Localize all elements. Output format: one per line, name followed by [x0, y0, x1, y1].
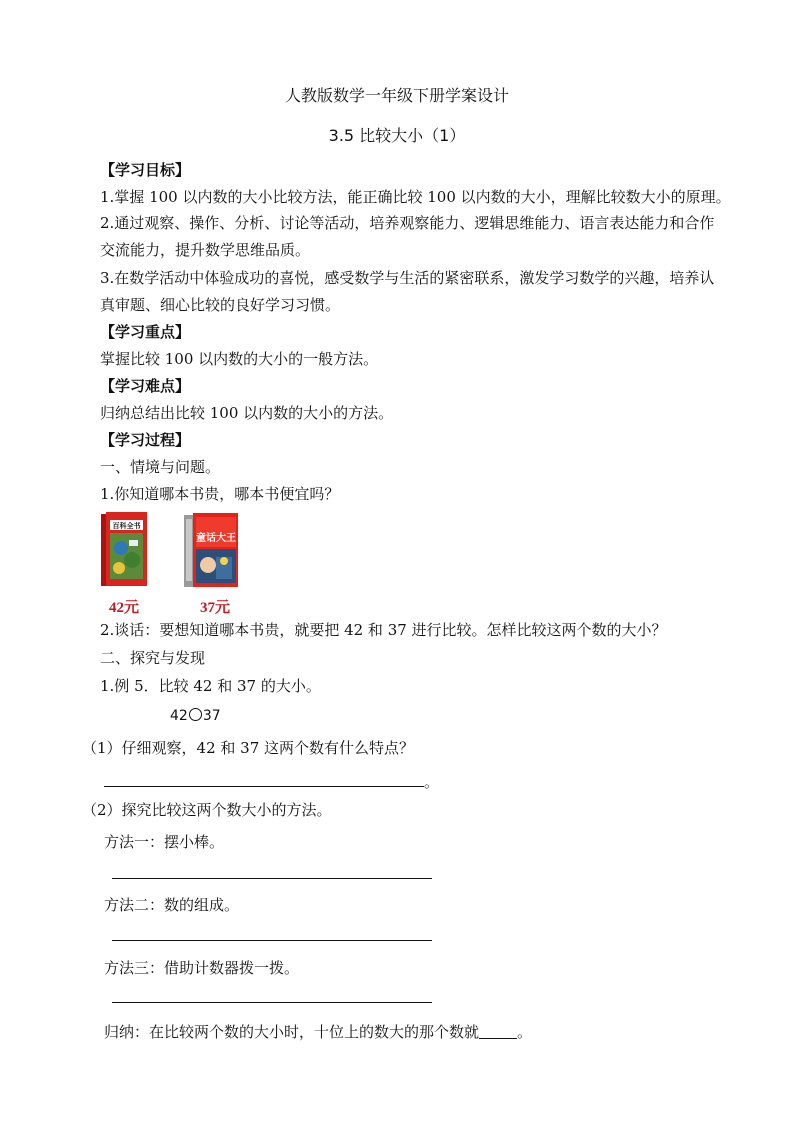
encyclopedia-book-image	[101, 512, 147, 586]
question-2: 2.谈话：要想知道哪本书贵，就要把 42 和 37 进行比较。怎样比较这两个数的大小？	[100, 621, 667, 639]
compare-right-number: 37	[202, 708, 221, 724]
method-2-label: 方法二：数的组成。	[104, 896, 240, 914]
document-title: 人教版数学一年级下册学案设计	[284, 86, 509, 105]
comparison-expression	[170, 706, 221, 726]
method-1-label: 方法一：摆小棒。	[104, 833, 225, 851]
key-points-text: 掌握比较 100 以内数的大小的一般方法。	[100, 350, 379, 368]
objective-2-line-1: 2.通过观察、操作、分析、讨论等活动，培养观察能力、逻辑思维能力、语言表达能力和合作	[100, 214, 715, 232]
compare-left-number: 42	[170, 708, 188, 724]
method-1-answer-blank[interactable]	[112, 878, 432, 879]
summary-answer-blank[interactable]	[479, 1024, 517, 1039]
section-1-title: 一、情境与问题。	[100, 458, 221, 476]
book-1-cover-title: 百科全书	[112, 522, 141, 530]
summary-text: 归纳：在比较两个数的大小时，十位上的数大的那个数就	[104, 1023, 480, 1041]
summary-line	[104, 1022, 532, 1042]
method-2-answer-blank[interactable]	[112, 940, 432, 941]
answer-blank-1-period: 。	[424, 773, 440, 791]
question-1: 1.你知道哪本书贵，哪本书便宜吗？	[100, 485, 340, 503]
example-5: 1.例 5．比较 42 和 37 的大小。	[100, 677, 321, 695]
key-points-heading: 【学习重点】	[100, 323, 191, 341]
book-2-price: 37元	[200, 600, 231, 616]
answer-blank-1[interactable]	[104, 786, 424, 787]
summary-period: 。	[517, 1023, 533, 1041]
objective-1: 1.掌握 100 以内数的大小比较方法，能正确比较 100 以内数的大小，理解比较数大小的原理。	[100, 188, 731, 206]
objective-3-line-2: 真审题、细心比较的良好学习习惯。	[100, 296, 341, 314]
method-3-label: 方法三：借助计数器拨一拨。	[104, 959, 300, 977]
section-2-title: 二、探究与发现	[100, 649, 206, 667]
difficulties-heading: 【学习难点】	[100, 377, 191, 395]
comparison-circle[interactable]	[189, 708, 202, 721]
objective-3-line-1: 3.在数学活动中体验成功的喜悦，感受数学与生活的紧密联系，激发学习数学的兴趣，培养认	[100, 269, 715, 287]
difficulties-text: 归纳总结出比较 100 以内数的大小的方法。	[100, 404, 394, 422]
fairy-tale-book-image	[184, 513, 238, 587]
lesson-title: 3.5 比较大小（1）	[328, 126, 466, 145]
sub-question-2: （2）探究比较这两个数大小的方法。	[82, 801, 332, 819]
book-1-price: 42元	[109, 600, 140, 616]
sub-question-1: （1）仔细观察，42 和 37 这两个数有什么特点？	[82, 739, 415, 757]
objective-2-line-2: 交流能力，提升数学思维品质。	[100, 241, 311, 259]
method-3-answer-blank[interactable]	[112, 1002, 432, 1003]
book-2-cover-title: 童话大王	[196, 533, 236, 544]
objectives-heading: 【学习目标】	[100, 161, 191, 179]
process-heading: 【学习过程】	[100, 431, 191, 449]
